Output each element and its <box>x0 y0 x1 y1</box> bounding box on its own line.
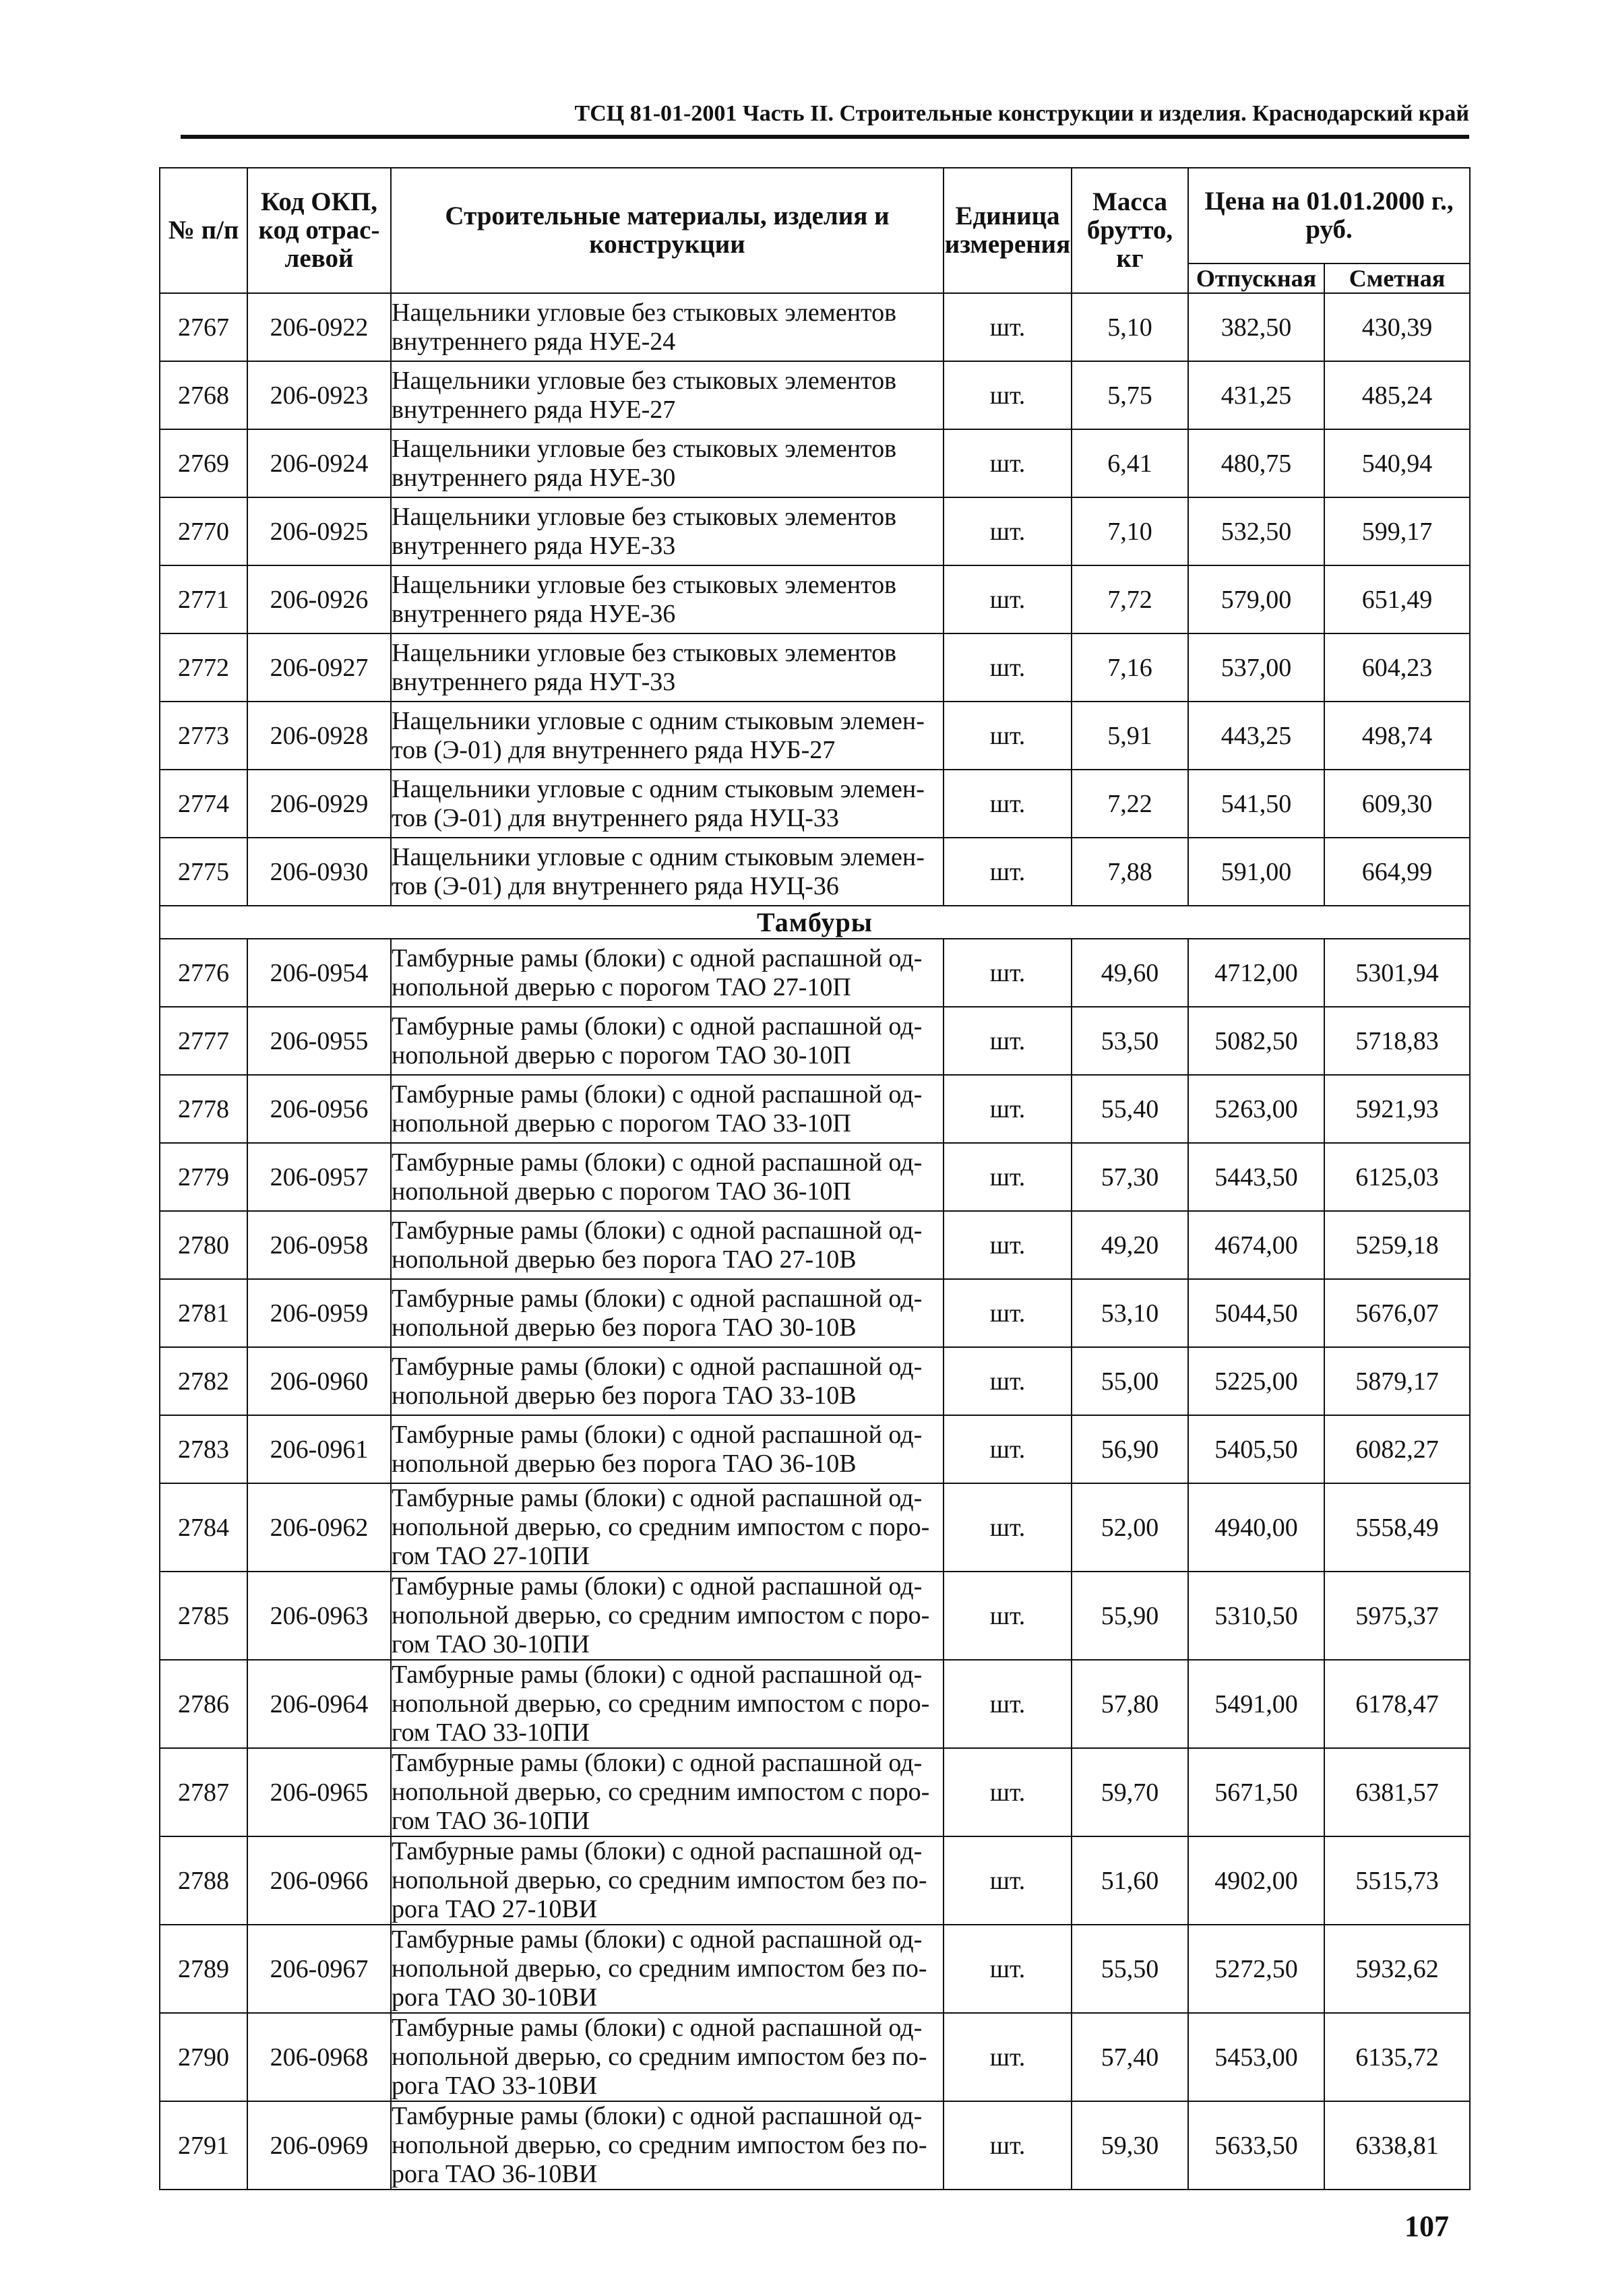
col-header-mass: Масса брутто, кг <box>1072 168 1188 293</box>
cell-release-price: 5443,50 <box>1188 1143 1324 1211</box>
cell-code: 206-0956 <box>247 1075 391 1143</box>
cell-code: 206-0958 <box>247 1211 391 1279</box>
cell-name: Тамбурные рамы (блоки) с одной распашной од- нопольной дверью без порога ТАО 30-10В <box>391 1279 944 1347</box>
cell-name: Тамбурные рамы (блоки) с одной распашной од- нопольной дверью с порогом ТАО 30-10П <box>391 1007 944 1075</box>
cell-name: Нащельники угловые без стыковых элементов внутреннего ряда НУЕ-36 <box>391 565 944 633</box>
cell-unit: шт. <box>944 1483 1072 1572</box>
rows-vestibules-3line <box>160 1483 1470 2190</box>
cell-name: Тамбурные рамы (блоки) с одной распашной од- нопольной дверью с порогом ТАО 33-10П <box>391 1075 944 1143</box>
cell-estimate-price: 540,94 <box>1324 429 1470 497</box>
cell-num: 2781 <box>160 1279 247 1347</box>
cell-name: Тамбурные рамы (блоки) с одной распашной од- нопольной дверью, со средним импостом без по- рога ТАО 30-10ВИ <box>391 1925 944 2013</box>
col-header-unit: Единица измерения <box>944 168 1072 293</box>
table-row <box>160 1483 1470 1572</box>
cell-unit: шт. <box>944 770 1072 838</box>
col-header-estimate-price: Сметная <box>1324 263 1470 293</box>
cell-num: 2780 <box>160 1211 247 1279</box>
cell-release-price: 591,00 <box>1188 838 1324 906</box>
cell-code: 206-0961 <box>247 1415 391 1483</box>
cell-name: Тамбурные рамы (блоки) с одной распашной од- нопольной дверью, со средним импостом без по- рога ТАО 36-10ВИ <box>391 2101 944 2190</box>
cell-num: 2788 <box>160 1836 247 1925</box>
cell-estimate-price: 5932,62 <box>1324 1925 1470 2013</box>
cell-unit: шт. <box>944 2101 1072 2190</box>
cell-unit: шт. <box>944 1007 1072 1075</box>
table-row <box>160 1836 1470 1925</box>
cell-num: 2771 <box>160 565 247 633</box>
cell-code: 206-0954 <box>247 939 391 1007</box>
table-row <box>160 1211 1470 1279</box>
table-row <box>160 1007 1470 1075</box>
table-row <box>160 429 1470 497</box>
table-row <box>160 1572 1470 1660</box>
cell-code: 206-0926 <box>247 565 391 633</box>
rows-flashings <box>160 293 1470 906</box>
table-row <box>160 1925 1470 2013</box>
cell-estimate-price: 5921,93 <box>1324 1075 1470 1143</box>
cell-release-price: 4940,00 <box>1188 1483 1324 1572</box>
cell-mass: 5,10 <box>1072 293 1188 361</box>
cell-mass: 7,72 <box>1072 565 1188 633</box>
cell-num: 2777 <box>160 1007 247 1075</box>
table-row <box>160 1347 1470 1415</box>
cell-estimate-price: 5676,07 <box>1324 1279 1470 1347</box>
cell-name: Тамбурные рамы (блоки) с одной распашной од- нопольной дверью, со средним импостом без по- рога ТАО 33-10ВИ <box>391 2013 944 2101</box>
cell-estimate-price: 5558,49 <box>1324 1483 1470 1572</box>
cell-code: 206-0960 <box>247 1347 391 1415</box>
table-row <box>160 838 1470 906</box>
cell-name: Тамбурные рамы (блоки) с одной распашной од- нопольной дверью, со средним импостом без по- рога ТАО 27-10ВИ <box>391 1836 944 1925</box>
cell-release-price: 5044,50 <box>1188 1279 1324 1347</box>
cell-code: 206-0925 <box>247 497 391 565</box>
cell-num: 2773 <box>160 702 247 770</box>
cell-estimate-price: 609,30 <box>1324 770 1470 838</box>
cell-mass: 7,88 <box>1072 838 1188 906</box>
cell-code: 206-0968 <box>247 2013 391 2101</box>
cell-release-price: 4712,00 <box>1188 939 1324 1007</box>
cell-release-price: 4902,00 <box>1188 1836 1324 1925</box>
cell-release-price: 480,75 <box>1188 429 1324 497</box>
cell-mass: 7,10 <box>1072 497 1188 565</box>
cell-num: 2767 <box>160 293 247 361</box>
page-number: 107 <box>1404 2210 1449 2243</box>
cell-unit: шт. <box>944 1211 1072 1279</box>
cell-num: 2769 <box>160 429 247 497</box>
cell-release-price: 443,25 <box>1188 702 1324 770</box>
cell-unit: шт. <box>944 702 1072 770</box>
cell-code: 206-0928 <box>247 702 391 770</box>
table-row <box>160 1075 1470 1143</box>
cell-estimate-price: 6381,57 <box>1324 1748 1470 1836</box>
cell-release-price: 5671,50 <box>1188 1748 1324 1836</box>
cell-name: Нащельники угловые без стыковых элементов внутреннего ряда НУЕ-27 <box>391 361 944 429</box>
cell-name: Тамбурные рамы (блоки) с одной распашной од- нопольной дверью без порога ТАО 36-10В <box>391 1415 944 1483</box>
table-row <box>160 1660 1470 1748</box>
cell-num: 2776 <box>160 939 247 1007</box>
cell-num: 2791 <box>160 2101 247 2190</box>
cell-mass: 59,70 <box>1072 1748 1188 1836</box>
table-row <box>160 702 1470 770</box>
cell-num: 2785 <box>160 1572 247 1660</box>
cell-num: 2772 <box>160 633 247 702</box>
cell-estimate-price: 6178,47 <box>1324 1660 1470 1748</box>
cell-code: 206-0930 <box>247 838 391 906</box>
cell-name: Нащельники угловые без стыковых элементов внутреннего ряда НУЕ-30 <box>391 429 944 497</box>
cell-code: 206-0962 <box>247 1483 391 1572</box>
cell-code: 206-0964 <box>247 1660 391 1748</box>
cell-num: 2768 <box>160 361 247 429</box>
cell-num: 2790 <box>160 2013 247 2101</box>
cell-estimate-price: 498,74 <box>1324 702 1470 770</box>
cell-code: 206-0959 <box>247 1279 391 1347</box>
cell-mass: 5,91 <box>1072 702 1188 770</box>
header-rule <box>181 135 1469 139</box>
cell-unit: шт. <box>944 1279 1072 1347</box>
cell-name: Нащельники угловые с одним стыковым элемен- тов (Э-01) для внутреннего ряда НУБ-27 <box>391 702 944 770</box>
cell-estimate-price: 651,49 <box>1324 565 1470 633</box>
col-header-name: Строительные материалы, изделия и конструкции <box>391 168 944 293</box>
cell-mass: 55,90 <box>1072 1572 1188 1660</box>
cell-code: 206-0967 <box>247 1925 391 2013</box>
cell-unit: шт. <box>944 1660 1072 1748</box>
cell-release-price: 532,50 <box>1188 497 1324 565</box>
cell-unit: шт. <box>944 939 1072 1007</box>
cell-code: 206-0929 <box>247 770 391 838</box>
cell-estimate-price: 5975,37 <box>1324 1572 1470 1660</box>
cell-unit: шт. <box>944 1572 1072 1660</box>
cell-num: 2784 <box>160 1483 247 1572</box>
cell-code: 206-0957 <box>247 1143 391 1211</box>
price-table <box>159 167 1471 2190</box>
cell-release-price: 5225,00 <box>1188 1347 1324 1415</box>
cell-name: Тамбурные рамы (блоки) с одной распашной од- нопольной дверью с порогом ТАО 27-10П <box>391 939 944 1007</box>
cell-unit: шт. <box>944 497 1072 565</box>
cell-release-price: 5310,50 <box>1188 1572 1324 1660</box>
table-row <box>160 2013 1470 2101</box>
col-header-num: № п/п <box>160 168 247 293</box>
cell-name: Нащельники угловые с одним стыковым элемен- тов (Э-01) для внутреннего ряда НУЦ-36 <box>391 838 944 906</box>
cell-code: 206-0963 <box>247 1572 391 1660</box>
cell-num: 2778 <box>160 1075 247 1143</box>
table-row <box>160 939 1470 1007</box>
cell-mass: 7,16 <box>1072 633 1188 702</box>
table-row <box>160 2101 1470 2190</box>
cell-mass: 49,60 <box>1072 939 1188 1007</box>
rows-vestibules-2line <box>160 939 1470 1483</box>
cell-estimate-price: 6338,81 <box>1324 2101 1470 2190</box>
cell-unit: шт. <box>944 1415 1072 1483</box>
cell-estimate-price: 604,23 <box>1324 633 1470 702</box>
table-row <box>160 565 1470 633</box>
cell-mass: 53,10 <box>1072 1279 1188 1347</box>
cell-mass: 53,50 <box>1072 1007 1188 1075</box>
cell-unit: шт. <box>944 293 1072 361</box>
cell-release-price: 431,25 <box>1188 361 1324 429</box>
table-row <box>160 361 1470 429</box>
cell-mass: 7,22 <box>1072 770 1188 838</box>
running-header: ТСЦ 81-01-2001 Часть II. Строительные конструкции и изделия. Краснодарский край <box>574 101 1469 126</box>
cell-name: Нащельники угловые без стыковых элементов внутреннего ряда НУЕ-33 <box>391 497 944 565</box>
cell-name: Тамбурные рамы (блоки) с одной распашной од- нопольной дверью без порога ТАО 33-10В <box>391 1347 944 1415</box>
cell-unit: шт. <box>944 2013 1072 2101</box>
cell-estimate-price: 430,39 <box>1324 293 1470 361</box>
cell-mass: 56,90 <box>1072 1415 1188 1483</box>
cell-release-price: 579,00 <box>1188 565 1324 633</box>
cell-estimate-price: 5259,18 <box>1324 1211 1470 1279</box>
cell-mass: 57,80 <box>1072 1660 1188 1748</box>
cell-unit: шт. <box>944 1075 1072 1143</box>
cell-code: 206-0924 <box>247 429 391 497</box>
table-row <box>160 1748 1470 1836</box>
col-header-code: Код ОКП, код отрас- левой <box>247 168 391 293</box>
table-row <box>160 1279 1470 1347</box>
cell-mass: 55,00 <box>1072 1347 1188 1415</box>
cell-num: 2783 <box>160 1415 247 1483</box>
cell-unit: шт. <box>944 633 1072 702</box>
cell-unit: шт. <box>944 1748 1072 1836</box>
cell-name: Нащельники угловые с одним стыковым элемен- тов (Э-01) для внутреннего ряда НУЦ-33 <box>391 770 944 838</box>
cell-name: Тамбурные рамы (блоки) с одной распашной од- нопольной дверью, со средним импостом с поро- гом ТАО 27-10ПИ <box>391 1483 944 1572</box>
cell-code: 206-0927 <box>247 633 391 702</box>
cell-name: Нащельники угловые без стыковых элементов внутреннего ряда НУТ-33 <box>391 633 944 702</box>
cell-name: Тамбурные рамы (блоки) с одной распашной од- нопольной дверью, со средним импостом с поро- гом ТАО 30-10ПИ <box>391 1572 944 1660</box>
cell-num: 2774 <box>160 770 247 838</box>
cell-code: 206-0965 <box>247 1748 391 1836</box>
cell-unit: шт. <box>944 1143 1072 1211</box>
cell-release-price: 541,50 <box>1188 770 1324 838</box>
cell-num: 2789 <box>160 1925 247 2013</box>
cell-estimate-price: 6135,72 <box>1324 2013 1470 2101</box>
cell-release-price: 537,00 <box>1188 633 1324 702</box>
cell-release-price: 5082,50 <box>1188 1007 1324 1075</box>
cell-release-price: 5453,00 <box>1188 2013 1324 2101</box>
cell-name: Тамбурные рамы (блоки) с одной распашной од- нопольной дверью, со средним импостом с поро- гом ТАО 33-10ПИ <box>391 1660 944 1748</box>
cell-unit: шт. <box>944 361 1072 429</box>
cell-mass: 57,40 <box>1072 2013 1188 2101</box>
cell-mass: 55,40 <box>1072 1075 1188 1143</box>
cell-name: Тамбурные рамы (блоки) с одной распашной од- нопольной дверью с порогом ТАО 36-10П <box>391 1143 944 1211</box>
table-row <box>160 1415 1470 1483</box>
cell-estimate-price: 485,24 <box>1324 361 1470 429</box>
cell-mass: 49,20 <box>1072 1211 1188 1279</box>
cell-mass: 57,30 <box>1072 1143 1188 1211</box>
cell-unit: шт. <box>944 1836 1072 1925</box>
cell-release-price: 5272,50 <box>1188 1925 1324 2013</box>
cell-mass: 5,75 <box>1072 361 1188 429</box>
cell-name: Тамбурные рамы (блоки) с одной распашной од- нопольной дверью без порога ТАО 27-10В <box>391 1211 944 1279</box>
table-row <box>160 1143 1470 1211</box>
cell-estimate-price: 5879,17 <box>1324 1347 1470 1415</box>
table-row <box>160 293 1470 361</box>
col-header-release-price: Отпускная <box>1188 263 1324 293</box>
cell-unit: шт. <box>944 838 1072 906</box>
cell-unit: шт. <box>944 1347 1072 1415</box>
cell-release-price: 382,50 <box>1188 293 1324 361</box>
cell-release-price: 5263,00 <box>1188 1075 1324 1143</box>
cell-code: 206-0969 <box>247 2101 391 2190</box>
cell-name: Тамбурные рамы (блоки) с одной распашной од- нопольной дверью, со средним импостом с поро- гом ТАО 36-10ПИ <box>391 1748 944 1836</box>
cell-mass: 52,00 <box>1072 1483 1188 1572</box>
table-row <box>160 497 1470 565</box>
cell-code: 206-0923 <box>247 361 391 429</box>
cell-release-price: 5491,00 <box>1188 1660 1324 1748</box>
cell-num: 2782 <box>160 1347 247 1415</box>
cell-unit: шт. <box>944 1925 1072 2013</box>
cell-code: 206-0922 <box>247 293 391 361</box>
cell-name: Нащельники угловые без стыковых элементов внутреннего ряда НУЕ-24 <box>391 293 944 361</box>
cell-num: 2787 <box>160 1748 247 1836</box>
cell-num: 2770 <box>160 497 247 565</box>
cell-estimate-price: 599,17 <box>1324 497 1470 565</box>
cell-num: 2775 <box>160 838 247 906</box>
cell-estimate-price: 664,99 <box>1324 838 1470 906</box>
cell-mass: 55,50 <box>1072 1925 1188 2013</box>
cell-estimate-price: 5301,94 <box>1324 939 1470 1007</box>
table-row <box>160 633 1470 702</box>
cell-code: 206-0955 <box>247 1007 391 1075</box>
cell-num: 2786 <box>160 1660 247 1748</box>
cell-estimate-price: 6082,27 <box>1324 1415 1470 1483</box>
table-row <box>160 770 1470 838</box>
col-header-price-group: Цена на 01.01.2000 г., руб. <box>1188 168 1470 263</box>
cell-estimate-price: 6125,03 <box>1324 1143 1470 1211</box>
cell-release-price: 5405,50 <box>1188 1415 1324 1483</box>
cell-unit: шт. <box>944 429 1072 497</box>
cell-mass: 51,60 <box>1072 1836 1188 1925</box>
cell-num: 2779 <box>160 1143 247 1211</box>
cell-estimate-price: 5515,73 <box>1324 1836 1470 1925</box>
cell-code: 206-0966 <box>247 1836 391 1925</box>
cell-release-price: 5633,50 <box>1188 2101 1324 2190</box>
cell-unit: шт. <box>944 565 1072 633</box>
cell-estimate-price: 5718,83 <box>1324 1007 1470 1075</box>
cell-mass: 6,41 <box>1072 429 1188 497</box>
cell-release-price: 4674,00 <box>1188 1211 1324 1279</box>
section-title: Тамбуры <box>160 906 1470 939</box>
cell-mass: 59,30 <box>1072 2101 1188 2190</box>
